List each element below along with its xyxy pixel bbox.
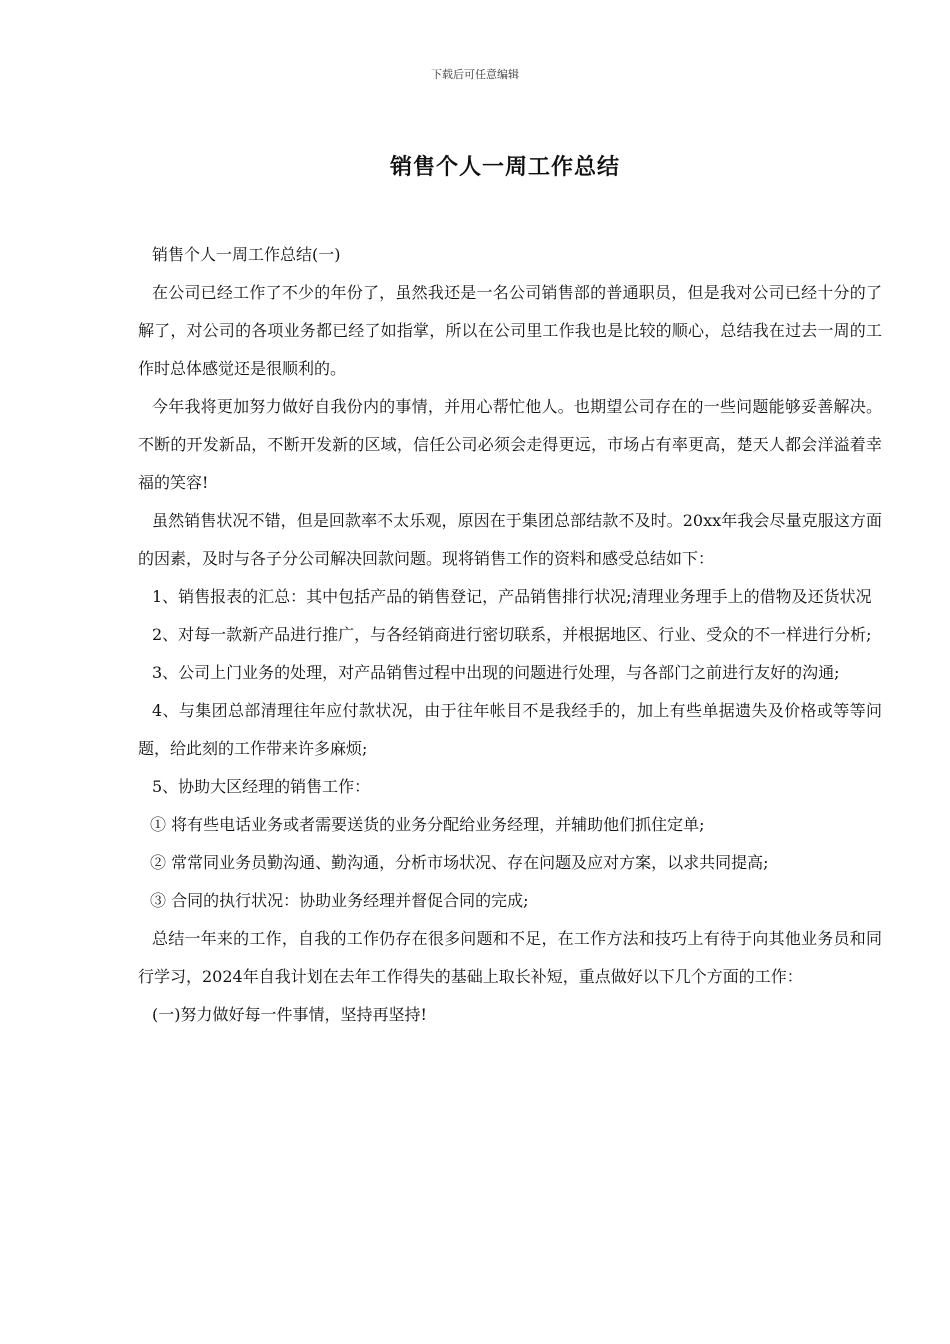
list-item: 5、协助大区经理的销售工作：	[152, 777, 371, 796]
paragraph: 虽然销售状况不错，但是回款率不太乐观，原因在于集团总部结款不及时。20xx年我会尽量克服这方面的因素，及时与各子分公司解决回款问题。现将销售工作的资料和感受总结如下：	[138, 511, 882, 568]
sub-list-item: ③ 合同的执行状况：协助业务经理并督促合同的完成;	[150, 891, 529, 910]
paragraph: 今年我将更加努力做好自我份内的事情，并用心帮忙他人。也期望公司存在的一些问题能够妥善解决。不断的开发新品，不断开发新的区域，信任公司必须会走得更远，市场占有率更高，楚天人都会洋溢着幸福的笑容!	[138, 397, 882, 492]
sub-list-item: ② 常常同业务员勤沟通、勤沟通，分析市场状况、存在问题及应对方案，以求共同提高;	[150, 853, 769, 872]
list-item: 2、对每一款新产品进行推广，与各经销商进行密切联系，并根据地区、行业、受众的不一样进行分析;	[152, 625, 872, 644]
document-title: 销售个人一周工作总结	[389, 155, 620, 180]
document-body	[138, 236, 882, 1034]
paragraph: (一)努力做好每一件事情，坚持再坚持!	[152, 1005, 427, 1024]
list-item: 4、与集团总部清理往年应付款状况，由于往年帐目不是我经手的，加上有些单据遗失及价格或等等问题，给此刻的工作带来许多麻烦;	[138, 701, 882, 758]
paragraph: 在公司已经工作了不少的年份了，虽然我还是一名公司销售部的普通职员，但是我对公司已经十分的了解了，对公司的各项业务都已经了如指掌，所以在公司里工作我也是比较的顺心，总结我在过去一周的工作时总体感觉还是很顺利的。	[138, 283, 882, 378]
sub-list-item: ① 将有些电话业务或者需要送货的业务分配给业务经理，并辅助他们抓住定单;	[150, 815, 705, 834]
list-item: 1、销售报表的汇总：其中包括产品的销售登记，产品销售排行状况;清理业务理手上的借物及还货状况	[152, 587, 872, 606]
paragraph-subtitle: 销售个人一周工作总结(一)	[152, 245, 341, 264]
list-item: 3、公司上门业务的处理，对产品销售过程中出现的问题进行处理，与各部门之前进行友好的沟通;	[152, 663, 840, 682]
header-note: 下载后可任意编辑	[431, 68, 519, 81]
paragraph: 总结一年来的工作，自我的工作仍存在很多问题和不足，在工作方法和技巧上有待于向其他业务员和同行学习，2024年自我计划在去年工作得失的基础上取长补短，重点做好以下几个方面的工作：	[138, 929, 882, 986]
